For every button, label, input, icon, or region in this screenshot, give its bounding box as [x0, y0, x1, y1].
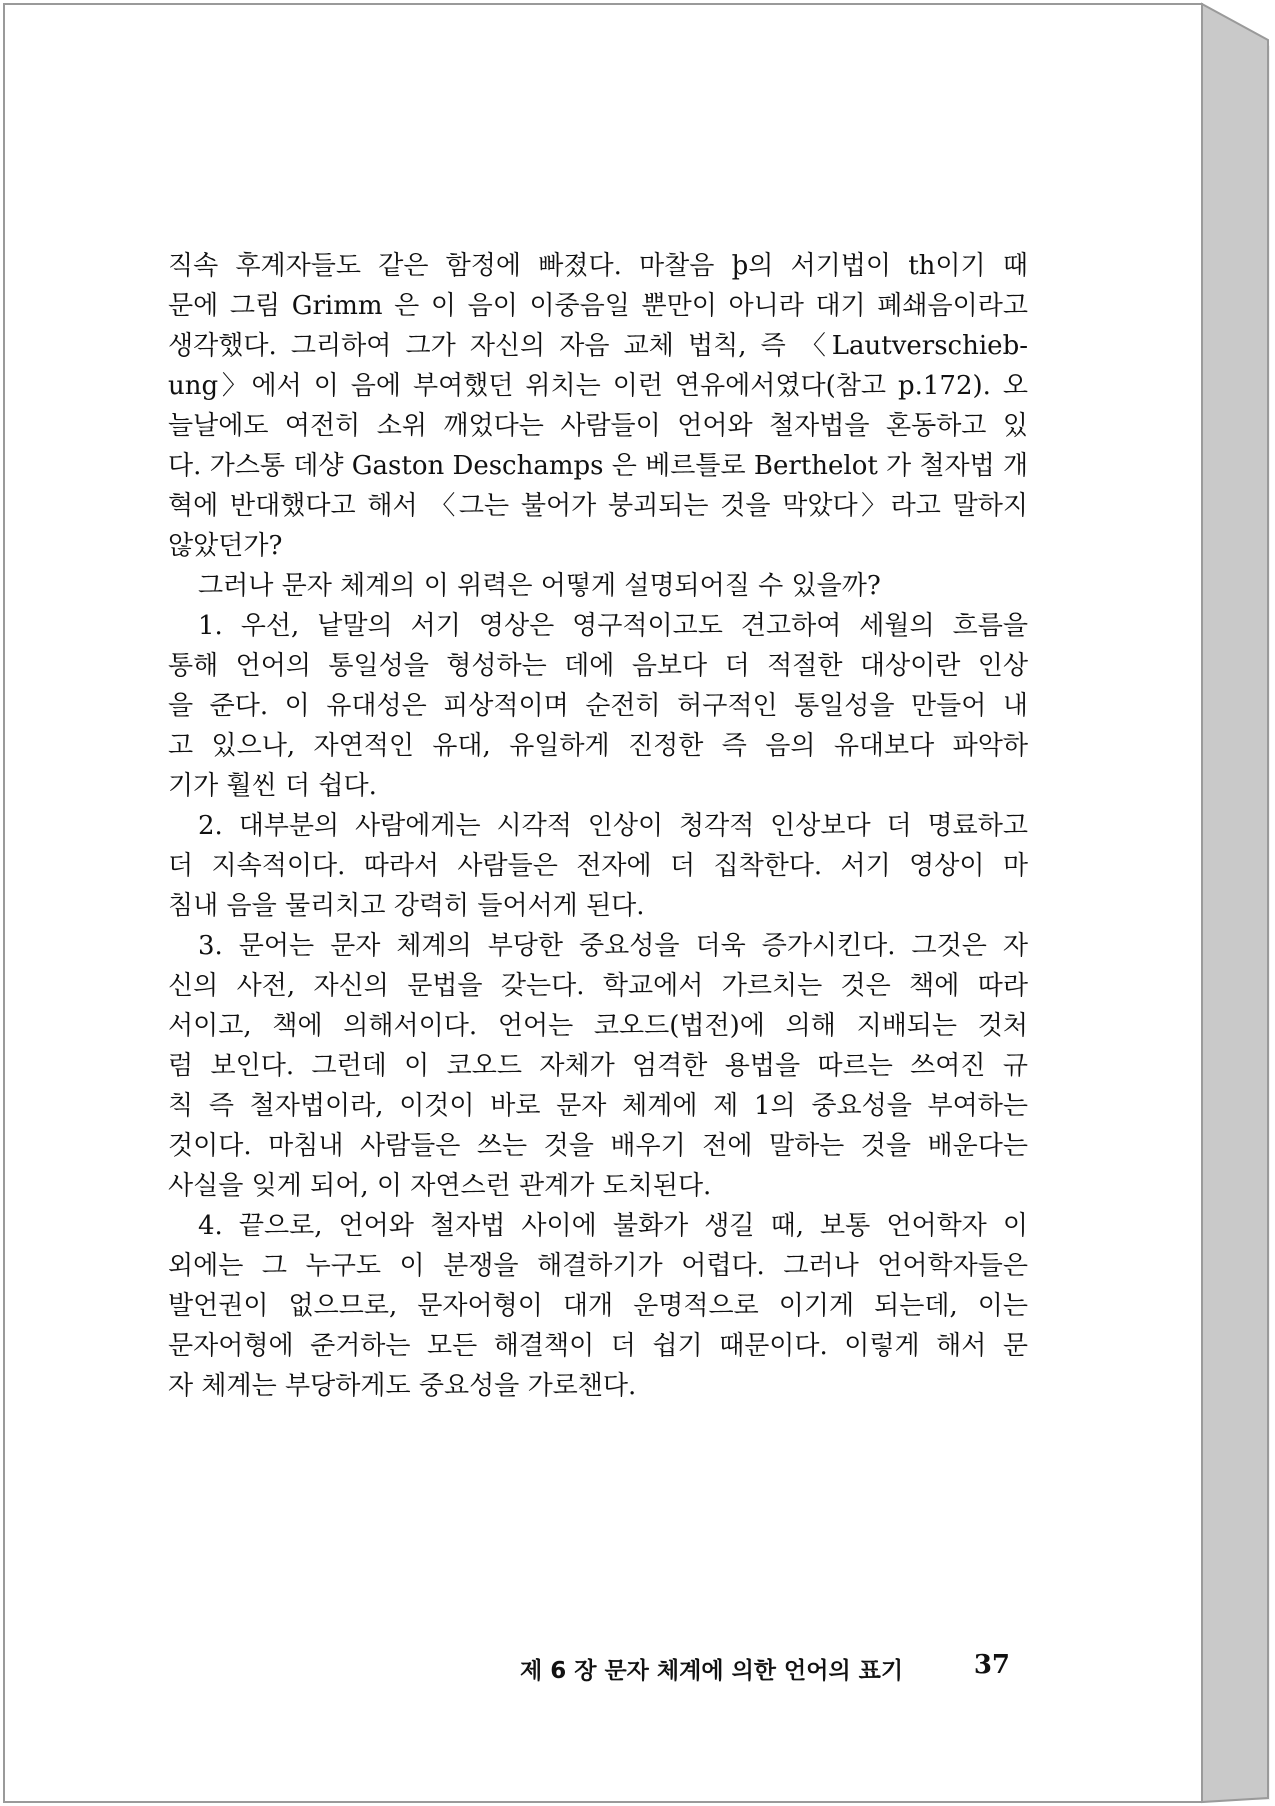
point-4-line: 발언권이 없으므로, 문자어형이 대개 운명적으로 이기게 되는데, 이는	[168, 1291, 1028, 1321]
text-line: 다. 가스통 데샹 Gaston Deschamps 은 베르틀로 Berthelot 가 철자법 개	[168, 451, 1028, 481]
point-1-line: 1. 우선, 낱말의 서기 영상은 영구적이고도 견고하여 세월의 흐름을	[198, 611, 1028, 641]
page-number: 37	[973, 1650, 1010, 1680]
point-2-line: 더 지속적이다. 따라서 사람들은 전자에 더 집착한다. 서기 영상이 마	[168, 851, 1028, 881]
point-4-line: 자 체계는 부당하게도 중요성을 가로챈다.	[168, 1371, 637, 1401]
point-3-line: 럼 보인다. 그런데 이 코오드 자체가 엄격한 용법을 따르는 쓰여진 규	[168, 1051, 1028, 1081]
text-line: 늘날에도 여전히 소위 깨었다는 사람들이 언어와 철자법을 혼동하고 있	[168, 411, 1028, 441]
text-line: ung〉에서 이 음에 부여했던 위치는 이런 연유에서였다(참고 p.172). 오	[168, 371, 1028, 401]
point-3-line: 칙 즉 철자법이라, 이것이 바로 문자 체계에 제 1의 중요성을 부여하는	[168, 1091, 1028, 1121]
point-4-line: 4. 끝으로, 언어와 철자법 사이에 불화가 생길 때, 보통 언어학자 이	[198, 1211, 1028, 1241]
point-1-line: 고 있으나, 자연적인 유대, 유일하게 진정한 즉 음의 유대보다 파악하	[168, 731, 1028, 761]
point-3-line: 것이다. 마침내 사람들은 쓰는 것을 배우기 전에 말하는 것을 배운다는	[168, 1131, 1028, 1161]
point-1-line: 통해 언어의 통일성을 형성하는 데에 음보다 더 적절한 대상이란 인상	[168, 651, 1028, 681]
page-body	[168, 246, 1028, 1406]
point-1-line: 기가 훨씬 더 쉽다.	[168, 771, 377, 801]
text-line: 생각했다. 그리하여 그가 자신의 자음 교체 법칙, 즉 〈Lautverschieb-	[168, 331, 1028, 361]
text-line: 직속 후계자들도 같은 함정에 빠졌다. 마찰음 þ의 서기법이 th이기 때	[168, 251, 1028, 281]
running-footer	[520, 1652, 1010, 1688]
point-4-line: 외에는 그 누구도 이 분쟁을 해결하기가 어렵다. 그러나 언어학자들은	[168, 1251, 1028, 1281]
point-4-line: 문자어형에 준거하는 모든 해결책이 더 쉽기 때문이다. 이렇게 해서 문	[168, 1331, 1028, 1361]
text-line: 혁에 반대했다고 해서 〈그는 불어가 붕괴되는 것을 막았다〉라고 말하지	[168, 491, 1028, 521]
point-3-line: 사실을 잊게 되어, 이 자연스런 관계가 도치된다.	[168, 1171, 712, 1201]
point-1-line: 을 준다. 이 유대성은 피상적이며 순전히 허구적인 통일성을 만들어 내	[168, 691, 1028, 721]
point-3-line: 서이고, 책에 의해서이다. 언어는 코오드(법전)에 의해 지배되는 것처	[168, 1011, 1028, 1041]
text-line: 않았던가?	[168, 531, 283, 561]
point-2-line: 침내 음을 물리치고 강력히 들어서게 된다.	[168, 891, 645, 921]
point-3-line: 3. 문어는 문자 체계의 부당한 중요성을 더욱 증가시킨다. 그것은 자	[198, 931, 1028, 961]
question-line: 그러나 문자 체계의 이 위력은 어떻게 설명되어질 수 있을까?	[198, 571, 881, 601]
point-3-line: 신의 사전, 자신의 문법을 갖는다. 학교에서 가르치는 것은 책에 따라	[168, 971, 1028, 1001]
text-line: 문에 그림 Grimm 은 이 음이 이중음일 뿐만이 아니라 대기 폐쇄음이라고	[168, 291, 1028, 321]
point-2-line: 2. 대부분의 사람에게는 시각적 인상이 청각적 인상보다 더 명료하고	[198, 811, 1028, 841]
book-spine	[1202, 4, 1268, 1802]
chapter-title: 제 6 장 문자 체계에 의한 언어의 표기	[520, 1658, 904, 1684]
